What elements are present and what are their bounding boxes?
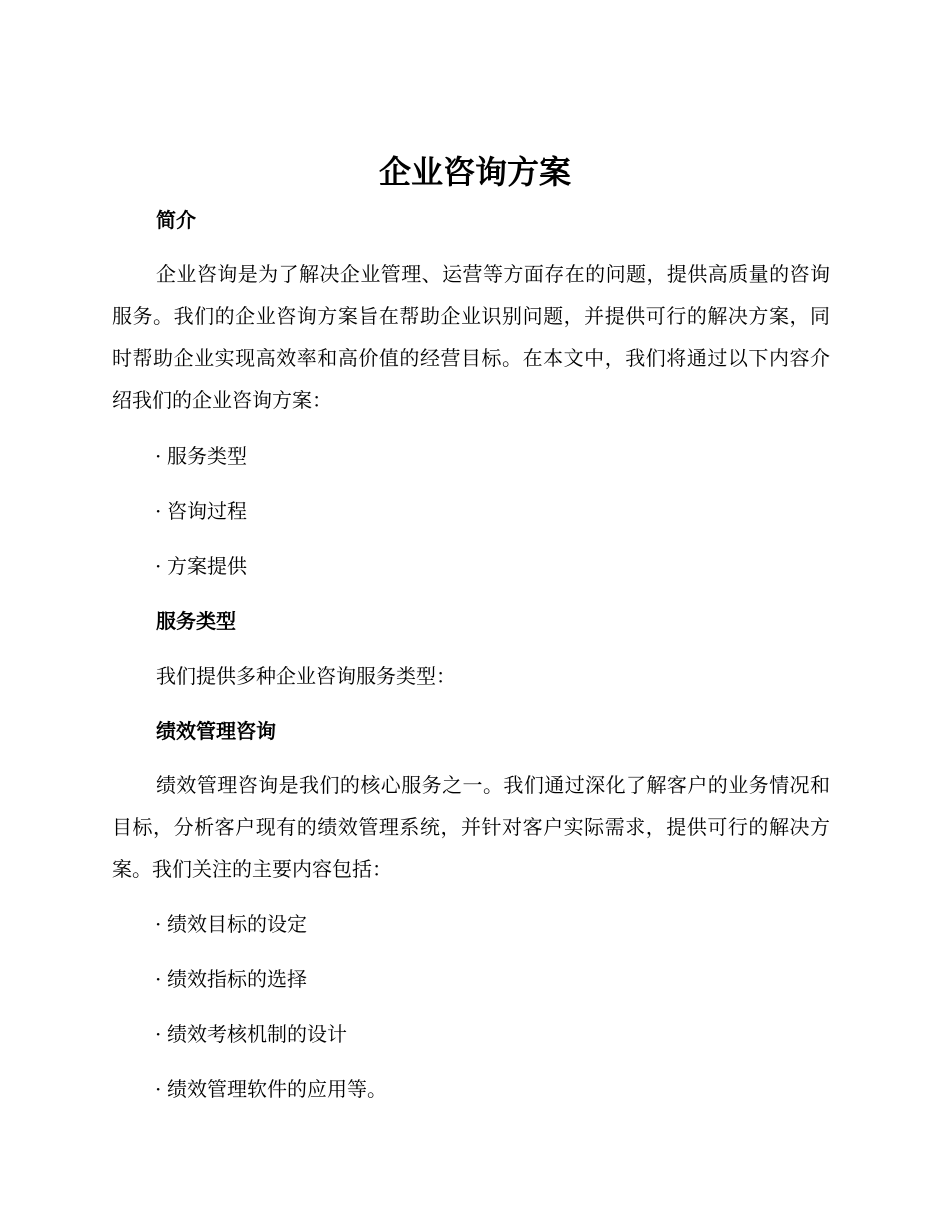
bullet-symbol: · [155, 499, 162, 523]
list-item [155, 965, 307, 993]
bullet-symbol: · [155, 967, 162, 991]
section-heading-performance: 绩效管理咨询 [156, 719, 276, 743]
list-item [155, 442, 247, 470]
list-item [155, 552, 247, 580]
bullet-symbol: · [155, 554, 162, 578]
service-types-paragraph: 我们提供多种企业咨询服务类型： [156, 664, 456, 688]
list-item [155, 1075, 387, 1103]
list-item-text: 方案提供 [167, 554, 247, 578]
list-item-text: 服务类型 [167, 444, 247, 468]
bullet-symbol: · [155, 1022, 162, 1046]
list-item-text: 咨询过程 [167, 499, 247, 523]
list-item [155, 1020, 347, 1048]
list-item [155, 910, 307, 938]
list-item-text: 绩效目标的设定 [167, 912, 307, 936]
list-item-text: 绩效指标的选择 [167, 967, 307, 991]
list-item-text: 绩效考核机制的设计 [167, 1022, 347, 1046]
list-item [155, 497, 247, 525]
document-title: 企业咨询方案 [378, 153, 571, 191]
section-heading-intro: 简介 [156, 208, 196, 232]
performance-paragraph: 绩效管理咨询是我们的核心服务之一。我们通过深化了解客户的业务情况和目标，分析客户现有的绩效管理系统，并针对客户实际需求，提供可行的解决方案。我们关注的主要内容包括： [112, 773, 830, 881]
bullet-symbol: · [155, 912, 162, 936]
section-heading-service-types: 服务类型 [156, 609, 236, 633]
bullet-symbol: · [155, 1077, 162, 1101]
bullet-symbol: · [155, 444, 162, 468]
intro-paragraph: 企业咨询是为了解决企业管理、运营等方面存在的问题，提供高质量的咨询服务。我们的企业咨询方案旨在帮助企业识别问题，并提供可行的解决方案，同时帮助企业实现高效率和高价值的经营目标。在本文中，我们将通过以下内容介绍我们的企业咨询方案： [112, 262, 830, 412]
list-item-text: 绩效管理软件的应用等。 [167, 1077, 387, 1101]
